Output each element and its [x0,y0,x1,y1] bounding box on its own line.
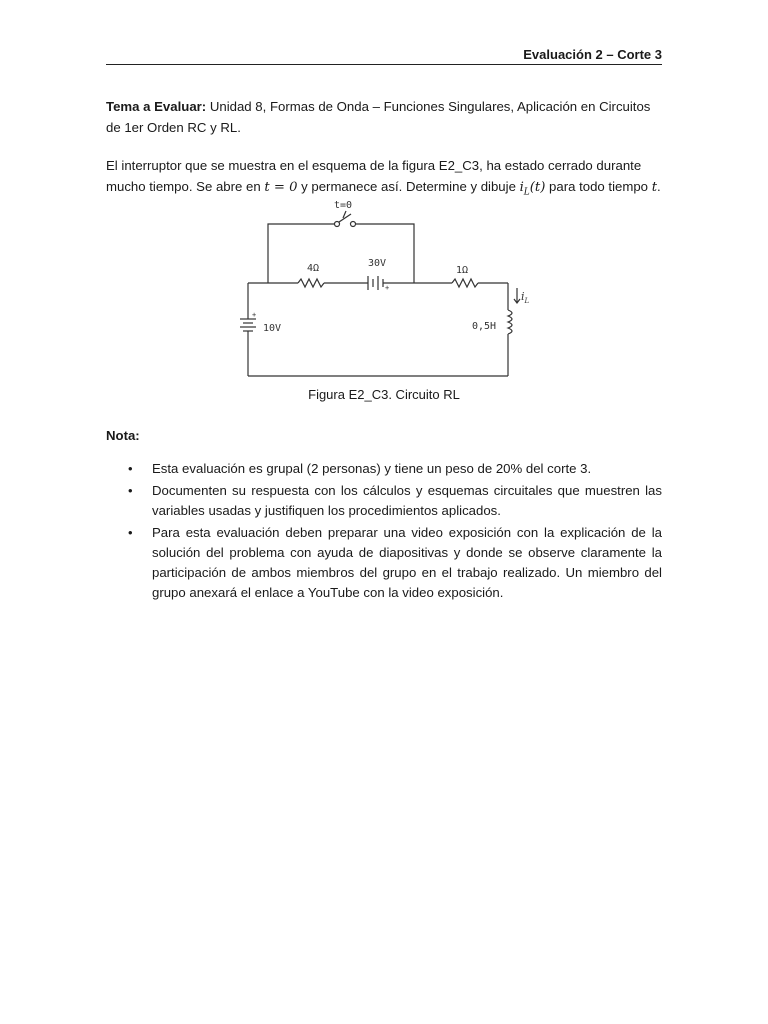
l-label: 0,5H [472,321,497,332]
t-equals-zero: t = 0 [264,180,298,195]
v1-label: 10V [263,323,282,334]
current-label: $i_L$ [521,290,530,305]
switch-blade [339,214,351,222]
list-item: • Documenten su respuesta con los cálculos y esquemas circuitales que muestren las variables usadas y justifiquen los procedimientos aplicados. [128,483,662,518]
tema-label: Tema a Evaluar: [106,99,207,114]
r1-label: 4Ω [307,263,320,274]
figure-caption: Figura E2_C3. Circuito RL [308,387,460,402]
v1-plus: + [252,311,257,319]
nota-heading: Nota: [106,428,140,443]
problem-text-1: El interruptor que se muestra en el esquema de la figura E2_C3, ha estado cerrado durante mucho tiempo. Se abre en [106,158,642,194]
v2-plus: + [385,284,390,292]
bullet-icon: • [128,461,133,476]
switch-wire-left [268,224,334,283]
bullet-icon: • [128,483,133,498]
bullet-icon: • [128,525,133,540]
problem-text-2: y permanece así. Determine y dibuje [297,179,520,194]
r2-label: 1Ω [456,265,469,276]
resistor-1ohm [452,279,478,287]
header-divider [106,64,662,65]
circuit-figure [230,196,530,386]
tema-text: Unidad 8, Formas de Onda – Funciones Singulares, Aplicación en Circuitos de 1er Orden RC y RL. [106,99,651,135]
v2-label: 30V [368,258,387,269]
header-title: Evaluación 2 – Corte 3 [523,47,662,62]
t-symbol: t [651,180,657,195]
switch-wire-right [356,224,414,283]
switch-contact-right [351,222,356,227]
switch-label: t=0 [334,200,353,211]
problem-text-3: para todo tiempo [545,179,652,194]
resistor-4ohm [298,279,324,287]
list-item: • Para esta evaluación deben preparar una video exposición con la explicación de la solución del problema con ayuda de diapositivas y donde se observe claramente la participación de ambos miembros del grupo en el trabajo realizado. Un miembro del grupo anexará el enlace a YouTube con la video exposición. [128,525,662,600]
problem-text-4: . [657,179,661,194]
il-symbol: $i_L(t)$ [519,180,546,198]
tema-paragraph [106,96,662,138]
list-item: • Esta evaluación es grupal (2 personas) y tiene un peso de 20% del corte 3. [106,459,662,479]
circuit-diagram [230,196,530,386]
inductor-coil [508,310,512,334]
nota-list [106,459,662,605]
switch-contact-left [335,222,340,227]
